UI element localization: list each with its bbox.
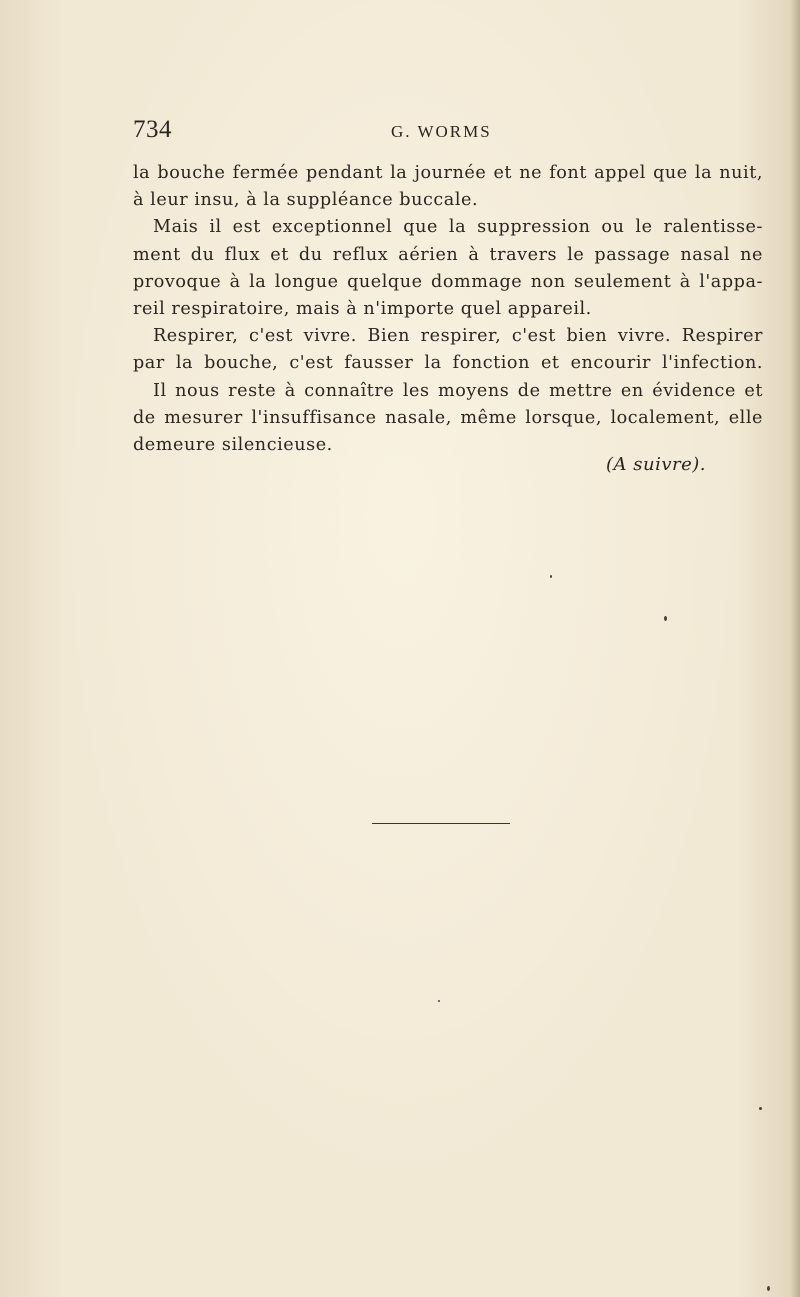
continuation-text: (A suivre). [606, 454, 706, 475]
text-line: Il nous reste à connaître les moyens de mettre en évidence et [153, 380, 763, 401]
text-line: provoque à la longue quelque dommage non seulement à l'appa- [133, 271, 763, 292]
text-line: la bouche fermée pendant la journée et ne font appel que la nuit, [133, 163, 763, 183]
continuation-note [606, 454, 706, 475]
text-line: demeure silencieuse. [133, 435, 333, 456]
text-line: reil respiratoire, mais à n'importe quel appareil. [133, 299, 592, 320]
section-divider [372, 823, 510, 824]
text-line: ment du flux et du reflux aérien à travers le passage nasal ne [133, 244, 763, 265]
paper-speck [550, 575, 552, 578]
text-line: Respirer, c'est vivre. Bien respirer, c'est bien vivre. Respirer [153, 326, 763, 347]
text-line: Mais il est exceptionnel que la suppression ou le ralentisse- [153, 217, 763, 238]
page-header [133, 116, 773, 156]
paper-speck [664, 616, 667, 621]
body-text [133, 160, 763, 459]
paper-speck [767, 1286, 770, 1291]
text-line: de mesurer l'insuffisance nasale, même lorsque, localement, elle [133, 407, 763, 428]
page-edge-shadow [790, 0, 800, 1297]
text-line: à leur insu, à la suppléance buccale. [133, 190, 479, 211]
paper-speck [759, 1107, 762, 1110]
page-number: 734 [133, 116, 172, 143]
text-line: par la bouche, c'est fausser la fonction et encourir l'infection. [133, 353, 763, 374]
paper-speck [438, 1000, 440, 1002]
running-head: G. WORMS [391, 122, 492, 141]
